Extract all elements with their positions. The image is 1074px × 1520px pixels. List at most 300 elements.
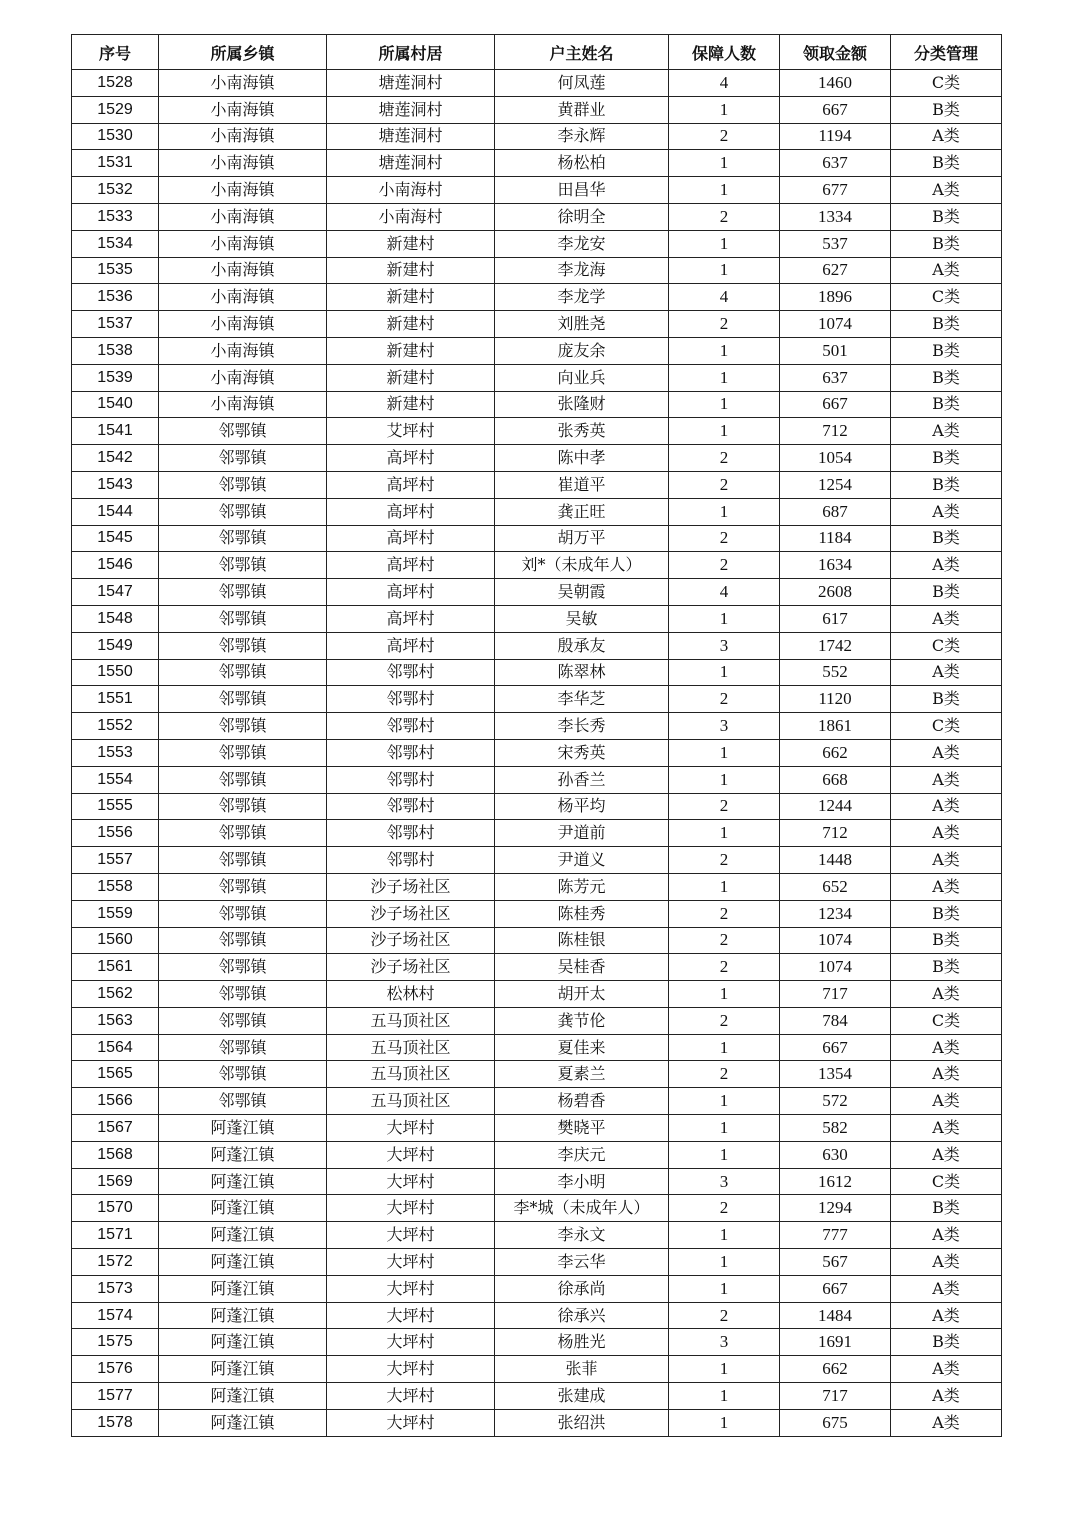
category-cell: A类 bbox=[891, 123, 1002, 150]
township-cell: 阿蓬江镇 bbox=[159, 1409, 327, 1436]
seq-cell: 1570 bbox=[72, 1195, 159, 1222]
category-cell: A类 bbox=[891, 981, 1002, 1008]
village-cell: 大坪村 bbox=[327, 1275, 495, 1302]
amount-cell: 667 bbox=[780, 1275, 891, 1302]
table-row bbox=[72, 498, 1002, 525]
householder-cell: 陈芳元 bbox=[495, 873, 669, 900]
table-row bbox=[72, 1383, 1002, 1410]
seq-cell: 1530 bbox=[72, 123, 159, 150]
table-row bbox=[72, 1168, 1002, 1195]
amount-cell: 1354 bbox=[780, 1061, 891, 1088]
category-cell: A类 bbox=[891, 1222, 1002, 1249]
table-row bbox=[72, 1115, 1002, 1142]
people-count-cell: 1 bbox=[669, 981, 780, 1008]
village-cell: 大坪村 bbox=[327, 1168, 495, 1195]
householder-cell: 李小明 bbox=[495, 1168, 669, 1195]
people-count-cell: 1 bbox=[669, 257, 780, 284]
township-cell: 邻鄂镇 bbox=[159, 927, 327, 954]
seq-cell: 1538 bbox=[72, 337, 159, 364]
category-cell: A类 bbox=[891, 820, 1002, 847]
householder-cell: 陈翠林 bbox=[495, 659, 669, 686]
category-cell: C类 bbox=[891, 1007, 1002, 1034]
township-cell: 阿蓬江镇 bbox=[159, 1249, 327, 1276]
township-cell: 阿蓬江镇 bbox=[159, 1168, 327, 1195]
table-row bbox=[72, 311, 1002, 338]
seq-cell: 1549 bbox=[72, 632, 159, 659]
township-cell: 邻鄂镇 bbox=[159, 579, 327, 606]
category-cell: C类 bbox=[891, 1168, 1002, 1195]
amount-cell: 552 bbox=[780, 659, 891, 686]
category-cell: A类 bbox=[891, 1409, 1002, 1436]
amount-cell: 2608 bbox=[780, 579, 891, 606]
village-cell: 五马顶社区 bbox=[327, 1088, 495, 1115]
village-cell: 邻鄂村 bbox=[327, 793, 495, 820]
householder-cell: 黄群业 bbox=[495, 96, 669, 123]
householder-cell: 龚正旺 bbox=[495, 498, 669, 525]
people-count-cell: 1 bbox=[669, 1409, 780, 1436]
amount-cell: 662 bbox=[780, 739, 891, 766]
category-cell: A类 bbox=[891, 257, 1002, 284]
township-cell: 小南海镇 bbox=[159, 337, 327, 364]
township-cell: 小南海镇 bbox=[159, 96, 327, 123]
people-count-cell: 2 bbox=[669, 525, 780, 552]
amount-cell: 1120 bbox=[780, 686, 891, 713]
amount-cell: 667 bbox=[780, 1034, 891, 1061]
table-header bbox=[72, 35, 1002, 70]
amount-cell: 1194 bbox=[780, 123, 891, 150]
seq-cell: 1545 bbox=[72, 525, 159, 552]
township-cell: 邻鄂镇 bbox=[159, 1088, 327, 1115]
amount-cell: 712 bbox=[780, 820, 891, 847]
village-cell: 大坪村 bbox=[327, 1302, 495, 1329]
table-row bbox=[72, 1356, 1002, 1383]
people-count-cell: 1 bbox=[669, 337, 780, 364]
seq-cell: 1543 bbox=[72, 471, 159, 498]
table-row bbox=[72, 1088, 1002, 1115]
village-cell: 高坪村 bbox=[327, 498, 495, 525]
seq-cell: 1572 bbox=[72, 1249, 159, 1276]
people-count-cell: 3 bbox=[669, 713, 780, 740]
village-cell: 艾坪村 bbox=[327, 418, 495, 445]
seq-cell: 1567 bbox=[72, 1115, 159, 1142]
table-row bbox=[72, 739, 1002, 766]
householder-cell: 陈中孝 bbox=[495, 445, 669, 472]
category-cell: B类 bbox=[891, 96, 1002, 123]
householder-cell: 田昌华 bbox=[495, 177, 669, 204]
householder-cell: 刘*（未成年人） bbox=[495, 552, 669, 579]
table-row bbox=[72, 713, 1002, 740]
people-count-cell: 1 bbox=[669, 364, 780, 391]
township-cell: 邻鄂镇 bbox=[159, 847, 327, 874]
amount-cell: 1861 bbox=[780, 713, 891, 740]
householder-cell: 宋秀英 bbox=[495, 739, 669, 766]
householder-cell: 李龙学 bbox=[495, 284, 669, 311]
township-cell: 阿蓬江镇 bbox=[159, 1195, 327, 1222]
amount-cell: 1634 bbox=[780, 552, 891, 579]
township-cell: 邻鄂镇 bbox=[159, 686, 327, 713]
category-cell: A类 bbox=[891, 766, 1002, 793]
table-body bbox=[72, 70, 1002, 1437]
amount-cell: 652 bbox=[780, 873, 891, 900]
householder-cell: 尹道前 bbox=[495, 820, 669, 847]
amount-cell: 630 bbox=[780, 1141, 891, 1168]
amount-cell: 1294 bbox=[780, 1195, 891, 1222]
householder-cell: 夏素兰 bbox=[495, 1061, 669, 1088]
people-count-cell: 2 bbox=[669, 954, 780, 981]
township-cell: 阿蓬江镇 bbox=[159, 1115, 327, 1142]
category-cell: A类 bbox=[891, 1061, 1002, 1088]
people-count-cell: 2 bbox=[669, 1007, 780, 1034]
seq-cell: 1548 bbox=[72, 605, 159, 632]
township-cell: 邻鄂镇 bbox=[159, 900, 327, 927]
seq-cell: 1578 bbox=[72, 1409, 159, 1436]
amount-cell: 1074 bbox=[780, 311, 891, 338]
seq-cell: 1537 bbox=[72, 311, 159, 338]
village-cell: 高坪村 bbox=[327, 445, 495, 472]
seq-cell: 1539 bbox=[72, 364, 159, 391]
category-cell: A类 bbox=[891, 418, 1002, 445]
table-row bbox=[72, 337, 1002, 364]
township-cell: 邻鄂镇 bbox=[159, 954, 327, 981]
seq-cell: 1571 bbox=[72, 1222, 159, 1249]
category-cell: A类 bbox=[891, 605, 1002, 632]
village-cell: 新建村 bbox=[327, 364, 495, 391]
village-cell: 五马顶社区 bbox=[327, 1034, 495, 1061]
householder-cell: 陈桂秀 bbox=[495, 900, 669, 927]
table-row bbox=[72, 686, 1002, 713]
category-cell: A类 bbox=[891, 739, 1002, 766]
village-cell: 大坪村 bbox=[327, 1383, 495, 1410]
table-row bbox=[72, 418, 1002, 445]
table-row bbox=[72, 150, 1002, 177]
seq-cell: 1557 bbox=[72, 847, 159, 874]
subsidy-table bbox=[71, 34, 1002, 1437]
table-row bbox=[72, 1249, 1002, 1276]
people-count-cell: 2 bbox=[669, 1195, 780, 1222]
householder-cell: 张隆财 bbox=[495, 391, 669, 418]
amount-cell: 627 bbox=[780, 257, 891, 284]
village-cell: 大坪村 bbox=[327, 1329, 495, 1356]
amount-cell: 667 bbox=[780, 96, 891, 123]
amount-cell: 675 bbox=[780, 1409, 891, 1436]
village-cell: 高坪村 bbox=[327, 605, 495, 632]
amount-cell: 1234 bbox=[780, 900, 891, 927]
category-cell: A类 bbox=[891, 1115, 1002, 1142]
village-cell: 新建村 bbox=[327, 311, 495, 338]
category-cell: A类 bbox=[891, 873, 1002, 900]
township-cell: 邻鄂镇 bbox=[159, 471, 327, 498]
village-cell: 邻鄂村 bbox=[327, 713, 495, 740]
table-row bbox=[72, 364, 1002, 391]
table-row bbox=[72, 981, 1002, 1008]
table-row bbox=[72, 900, 1002, 927]
category-cell: A类 bbox=[891, 1356, 1002, 1383]
householder-cell: 杨松柏 bbox=[495, 150, 669, 177]
householder-cell: 庞友余 bbox=[495, 337, 669, 364]
village-cell: 高坪村 bbox=[327, 552, 495, 579]
township-cell: 邻鄂镇 bbox=[159, 820, 327, 847]
amount-cell: 1691 bbox=[780, 1329, 891, 1356]
township-cell: 邻鄂镇 bbox=[159, 766, 327, 793]
people-count-cell: 1 bbox=[669, 1275, 780, 1302]
people-count-cell: 1 bbox=[669, 1141, 780, 1168]
people-count-cell: 3 bbox=[669, 1168, 780, 1195]
people-count-cell: 1 bbox=[669, 739, 780, 766]
householder-cell: 吴敏 bbox=[495, 605, 669, 632]
header-village: 所属村居 bbox=[327, 35, 495, 70]
seq-cell: 1555 bbox=[72, 793, 159, 820]
people-count-cell: 1 bbox=[669, 605, 780, 632]
table-row bbox=[72, 927, 1002, 954]
seq-cell: 1564 bbox=[72, 1034, 159, 1061]
village-cell: 小南海村 bbox=[327, 177, 495, 204]
village-cell: 小南海村 bbox=[327, 203, 495, 230]
people-count-cell: 2 bbox=[669, 847, 780, 874]
village-cell: 五马顶社区 bbox=[327, 1061, 495, 1088]
table-row bbox=[72, 1409, 1002, 1436]
householder-cell: 徐承兴 bbox=[495, 1302, 669, 1329]
householder-cell: 李*城（未成年人） bbox=[495, 1195, 669, 1222]
table-row bbox=[72, 632, 1002, 659]
householder-cell: 李庆元 bbox=[495, 1141, 669, 1168]
amount-cell: 784 bbox=[780, 1007, 891, 1034]
people-count-cell: 1 bbox=[669, 150, 780, 177]
seq-cell: 1556 bbox=[72, 820, 159, 847]
village-cell: 高坪村 bbox=[327, 471, 495, 498]
table-row bbox=[72, 445, 1002, 472]
township-cell: 小南海镇 bbox=[159, 150, 327, 177]
people-count-cell: 1 bbox=[669, 1383, 780, 1410]
people-count-cell: 1 bbox=[669, 1115, 780, 1142]
header-category: 分类管理 bbox=[891, 35, 1002, 70]
people-count-cell: 2 bbox=[669, 1302, 780, 1329]
category-cell: A类 bbox=[891, 1034, 1002, 1061]
category-cell: B类 bbox=[891, 337, 1002, 364]
seq-cell: 1561 bbox=[72, 954, 159, 981]
category-cell: A类 bbox=[891, 1302, 1002, 1329]
category-cell: A类 bbox=[891, 552, 1002, 579]
village-cell: 大坪村 bbox=[327, 1249, 495, 1276]
category-cell: C类 bbox=[891, 632, 1002, 659]
seq-cell: 1533 bbox=[72, 203, 159, 230]
table-row bbox=[72, 391, 1002, 418]
householder-cell: 向业兵 bbox=[495, 364, 669, 391]
householder-cell: 李长秀 bbox=[495, 713, 669, 740]
village-cell: 高坪村 bbox=[327, 525, 495, 552]
seq-cell: 1531 bbox=[72, 150, 159, 177]
category-cell: A类 bbox=[891, 847, 1002, 874]
village-cell: 松林村 bbox=[327, 981, 495, 1008]
table-row bbox=[72, 525, 1002, 552]
township-cell: 邻鄂镇 bbox=[159, 739, 327, 766]
seq-cell: 1559 bbox=[72, 900, 159, 927]
seq-cell: 1563 bbox=[72, 1007, 159, 1034]
seq-cell: 1560 bbox=[72, 927, 159, 954]
people-count-cell: 1 bbox=[669, 1034, 780, 1061]
category-cell: B类 bbox=[891, 900, 1002, 927]
header-people-count: 保障人数 bbox=[669, 35, 780, 70]
township-cell: 邻鄂镇 bbox=[159, 713, 327, 740]
township-cell: 小南海镇 bbox=[159, 230, 327, 257]
seq-cell: 1551 bbox=[72, 686, 159, 713]
householder-cell: 杨平均 bbox=[495, 793, 669, 820]
township-cell: 阿蓬江镇 bbox=[159, 1356, 327, 1383]
householder-cell: 李华芝 bbox=[495, 686, 669, 713]
amount-cell: 1612 bbox=[780, 1168, 891, 1195]
amount-cell: 1074 bbox=[780, 927, 891, 954]
village-cell: 大坪村 bbox=[327, 1115, 495, 1142]
header-householder: 户主姓名 bbox=[495, 35, 669, 70]
people-count-cell: 4 bbox=[669, 579, 780, 606]
township-cell: 邻鄂镇 bbox=[159, 605, 327, 632]
people-count-cell: 2 bbox=[669, 927, 780, 954]
village-cell: 高坪村 bbox=[327, 579, 495, 606]
township-cell: 邻鄂镇 bbox=[159, 981, 327, 1008]
table-row bbox=[72, 177, 1002, 204]
table-row bbox=[72, 471, 1002, 498]
township-cell: 邻鄂镇 bbox=[159, 498, 327, 525]
householder-cell: 胡万平 bbox=[495, 525, 669, 552]
people-count-cell: 1 bbox=[669, 1249, 780, 1276]
township-cell: 邻鄂镇 bbox=[159, 632, 327, 659]
seq-cell: 1566 bbox=[72, 1088, 159, 1115]
amount-cell: 537 bbox=[780, 230, 891, 257]
householder-cell: 张建成 bbox=[495, 1383, 669, 1410]
householder-cell: 龚节伦 bbox=[495, 1007, 669, 1034]
category-cell: C类 bbox=[891, 70, 1002, 97]
category-cell: A类 bbox=[891, 1249, 1002, 1276]
village-cell: 邻鄂村 bbox=[327, 659, 495, 686]
amount-cell: 1460 bbox=[780, 70, 891, 97]
householder-cell: 徐明全 bbox=[495, 203, 669, 230]
category-cell: A类 bbox=[891, 1141, 1002, 1168]
people-count-cell: 3 bbox=[669, 632, 780, 659]
table-row bbox=[72, 1329, 1002, 1356]
householder-cell: 吴桂香 bbox=[495, 954, 669, 981]
householder-cell: 孙香兰 bbox=[495, 766, 669, 793]
table-row bbox=[72, 793, 1002, 820]
amount-cell: 717 bbox=[780, 981, 891, 1008]
category-cell: C类 bbox=[891, 713, 1002, 740]
township-cell: 邻鄂镇 bbox=[159, 418, 327, 445]
amount-cell: 1184 bbox=[780, 525, 891, 552]
people-count-cell: 1 bbox=[669, 873, 780, 900]
table-row bbox=[72, 123, 1002, 150]
householder-cell: 徐承尚 bbox=[495, 1275, 669, 1302]
amount-cell: 1334 bbox=[780, 203, 891, 230]
township-cell: 阿蓬江镇 bbox=[159, 1275, 327, 1302]
village-cell: 新建村 bbox=[327, 337, 495, 364]
category-cell: B类 bbox=[891, 927, 1002, 954]
village-cell: 五马顶社区 bbox=[327, 1007, 495, 1034]
table-row bbox=[72, 284, 1002, 311]
township-cell: 邻鄂镇 bbox=[159, 1007, 327, 1034]
amount-cell: 717 bbox=[780, 1383, 891, 1410]
category-cell: A类 bbox=[891, 659, 1002, 686]
householder-cell: 张菲 bbox=[495, 1356, 669, 1383]
township-cell: 阿蓬江镇 bbox=[159, 1302, 327, 1329]
table-row bbox=[72, 873, 1002, 900]
seq-cell: 1544 bbox=[72, 498, 159, 525]
amount-cell: 1742 bbox=[780, 632, 891, 659]
amount-cell: 1074 bbox=[780, 954, 891, 981]
people-count-cell: 1 bbox=[669, 659, 780, 686]
amount-cell: 1448 bbox=[780, 847, 891, 874]
amount-cell: 637 bbox=[780, 364, 891, 391]
seq-cell: 1532 bbox=[72, 177, 159, 204]
seq-cell: 1546 bbox=[72, 552, 159, 579]
amount-cell: 501 bbox=[780, 337, 891, 364]
category-cell: A类 bbox=[891, 498, 1002, 525]
village-cell: 新建村 bbox=[327, 284, 495, 311]
category-cell: B类 bbox=[891, 364, 1002, 391]
township-cell: 邻鄂镇 bbox=[159, 1061, 327, 1088]
householder-cell: 胡开太 bbox=[495, 981, 669, 1008]
householder-cell: 刘胜尧 bbox=[495, 311, 669, 338]
header-township: 所属乡镇 bbox=[159, 35, 327, 70]
householder-cell: 张秀英 bbox=[495, 418, 669, 445]
householder-cell: 樊晓平 bbox=[495, 1115, 669, 1142]
amount-cell: 712 bbox=[780, 418, 891, 445]
people-count-cell: 2 bbox=[669, 311, 780, 338]
amount-cell: 582 bbox=[780, 1115, 891, 1142]
amount-cell: 572 bbox=[780, 1088, 891, 1115]
people-count-cell: 1 bbox=[669, 498, 780, 525]
table-row bbox=[72, 605, 1002, 632]
township-cell: 阿蓬江镇 bbox=[159, 1222, 327, 1249]
seq-cell: 1540 bbox=[72, 391, 159, 418]
category-cell: B类 bbox=[891, 1329, 1002, 1356]
householder-cell: 尹道义 bbox=[495, 847, 669, 874]
householder-cell: 陈桂银 bbox=[495, 927, 669, 954]
category-cell: A类 bbox=[891, 1088, 1002, 1115]
village-cell: 邻鄂村 bbox=[327, 686, 495, 713]
township-cell: 阿蓬江镇 bbox=[159, 1329, 327, 1356]
category-cell: B类 bbox=[891, 203, 1002, 230]
category-cell: B类 bbox=[891, 954, 1002, 981]
category-cell: B类 bbox=[891, 150, 1002, 177]
amount-cell: 668 bbox=[780, 766, 891, 793]
people-count-cell: 1 bbox=[669, 1356, 780, 1383]
people-count-cell: 2 bbox=[669, 686, 780, 713]
people-count-cell: 2 bbox=[669, 445, 780, 472]
people-count-cell: 3 bbox=[669, 1329, 780, 1356]
seq-cell: 1568 bbox=[72, 1141, 159, 1168]
village-cell: 邻鄂村 bbox=[327, 847, 495, 874]
people-count-cell: 2 bbox=[669, 793, 780, 820]
table-row bbox=[72, 954, 1002, 981]
village-cell: 沙子场社区 bbox=[327, 900, 495, 927]
seq-cell: 1576 bbox=[72, 1356, 159, 1383]
amount-cell: 1896 bbox=[780, 284, 891, 311]
people-count-cell: 1 bbox=[669, 1088, 780, 1115]
category-cell: B类 bbox=[891, 1195, 1002, 1222]
amount-cell: 687 bbox=[780, 498, 891, 525]
householder-cell: 李龙海 bbox=[495, 257, 669, 284]
people-count-cell: 1 bbox=[669, 820, 780, 847]
seq-cell: 1528 bbox=[72, 70, 159, 97]
table-row bbox=[72, 1007, 1002, 1034]
seq-cell: 1535 bbox=[72, 257, 159, 284]
amount-cell: 777 bbox=[780, 1222, 891, 1249]
village-cell: 大坪村 bbox=[327, 1409, 495, 1436]
householder-cell: 殷承友 bbox=[495, 632, 669, 659]
people-count-cell: 1 bbox=[669, 391, 780, 418]
seq-cell: 1529 bbox=[72, 96, 159, 123]
village-cell: 大坪村 bbox=[327, 1141, 495, 1168]
township-cell: 小南海镇 bbox=[159, 311, 327, 338]
township-cell: 邻鄂镇 bbox=[159, 1034, 327, 1061]
